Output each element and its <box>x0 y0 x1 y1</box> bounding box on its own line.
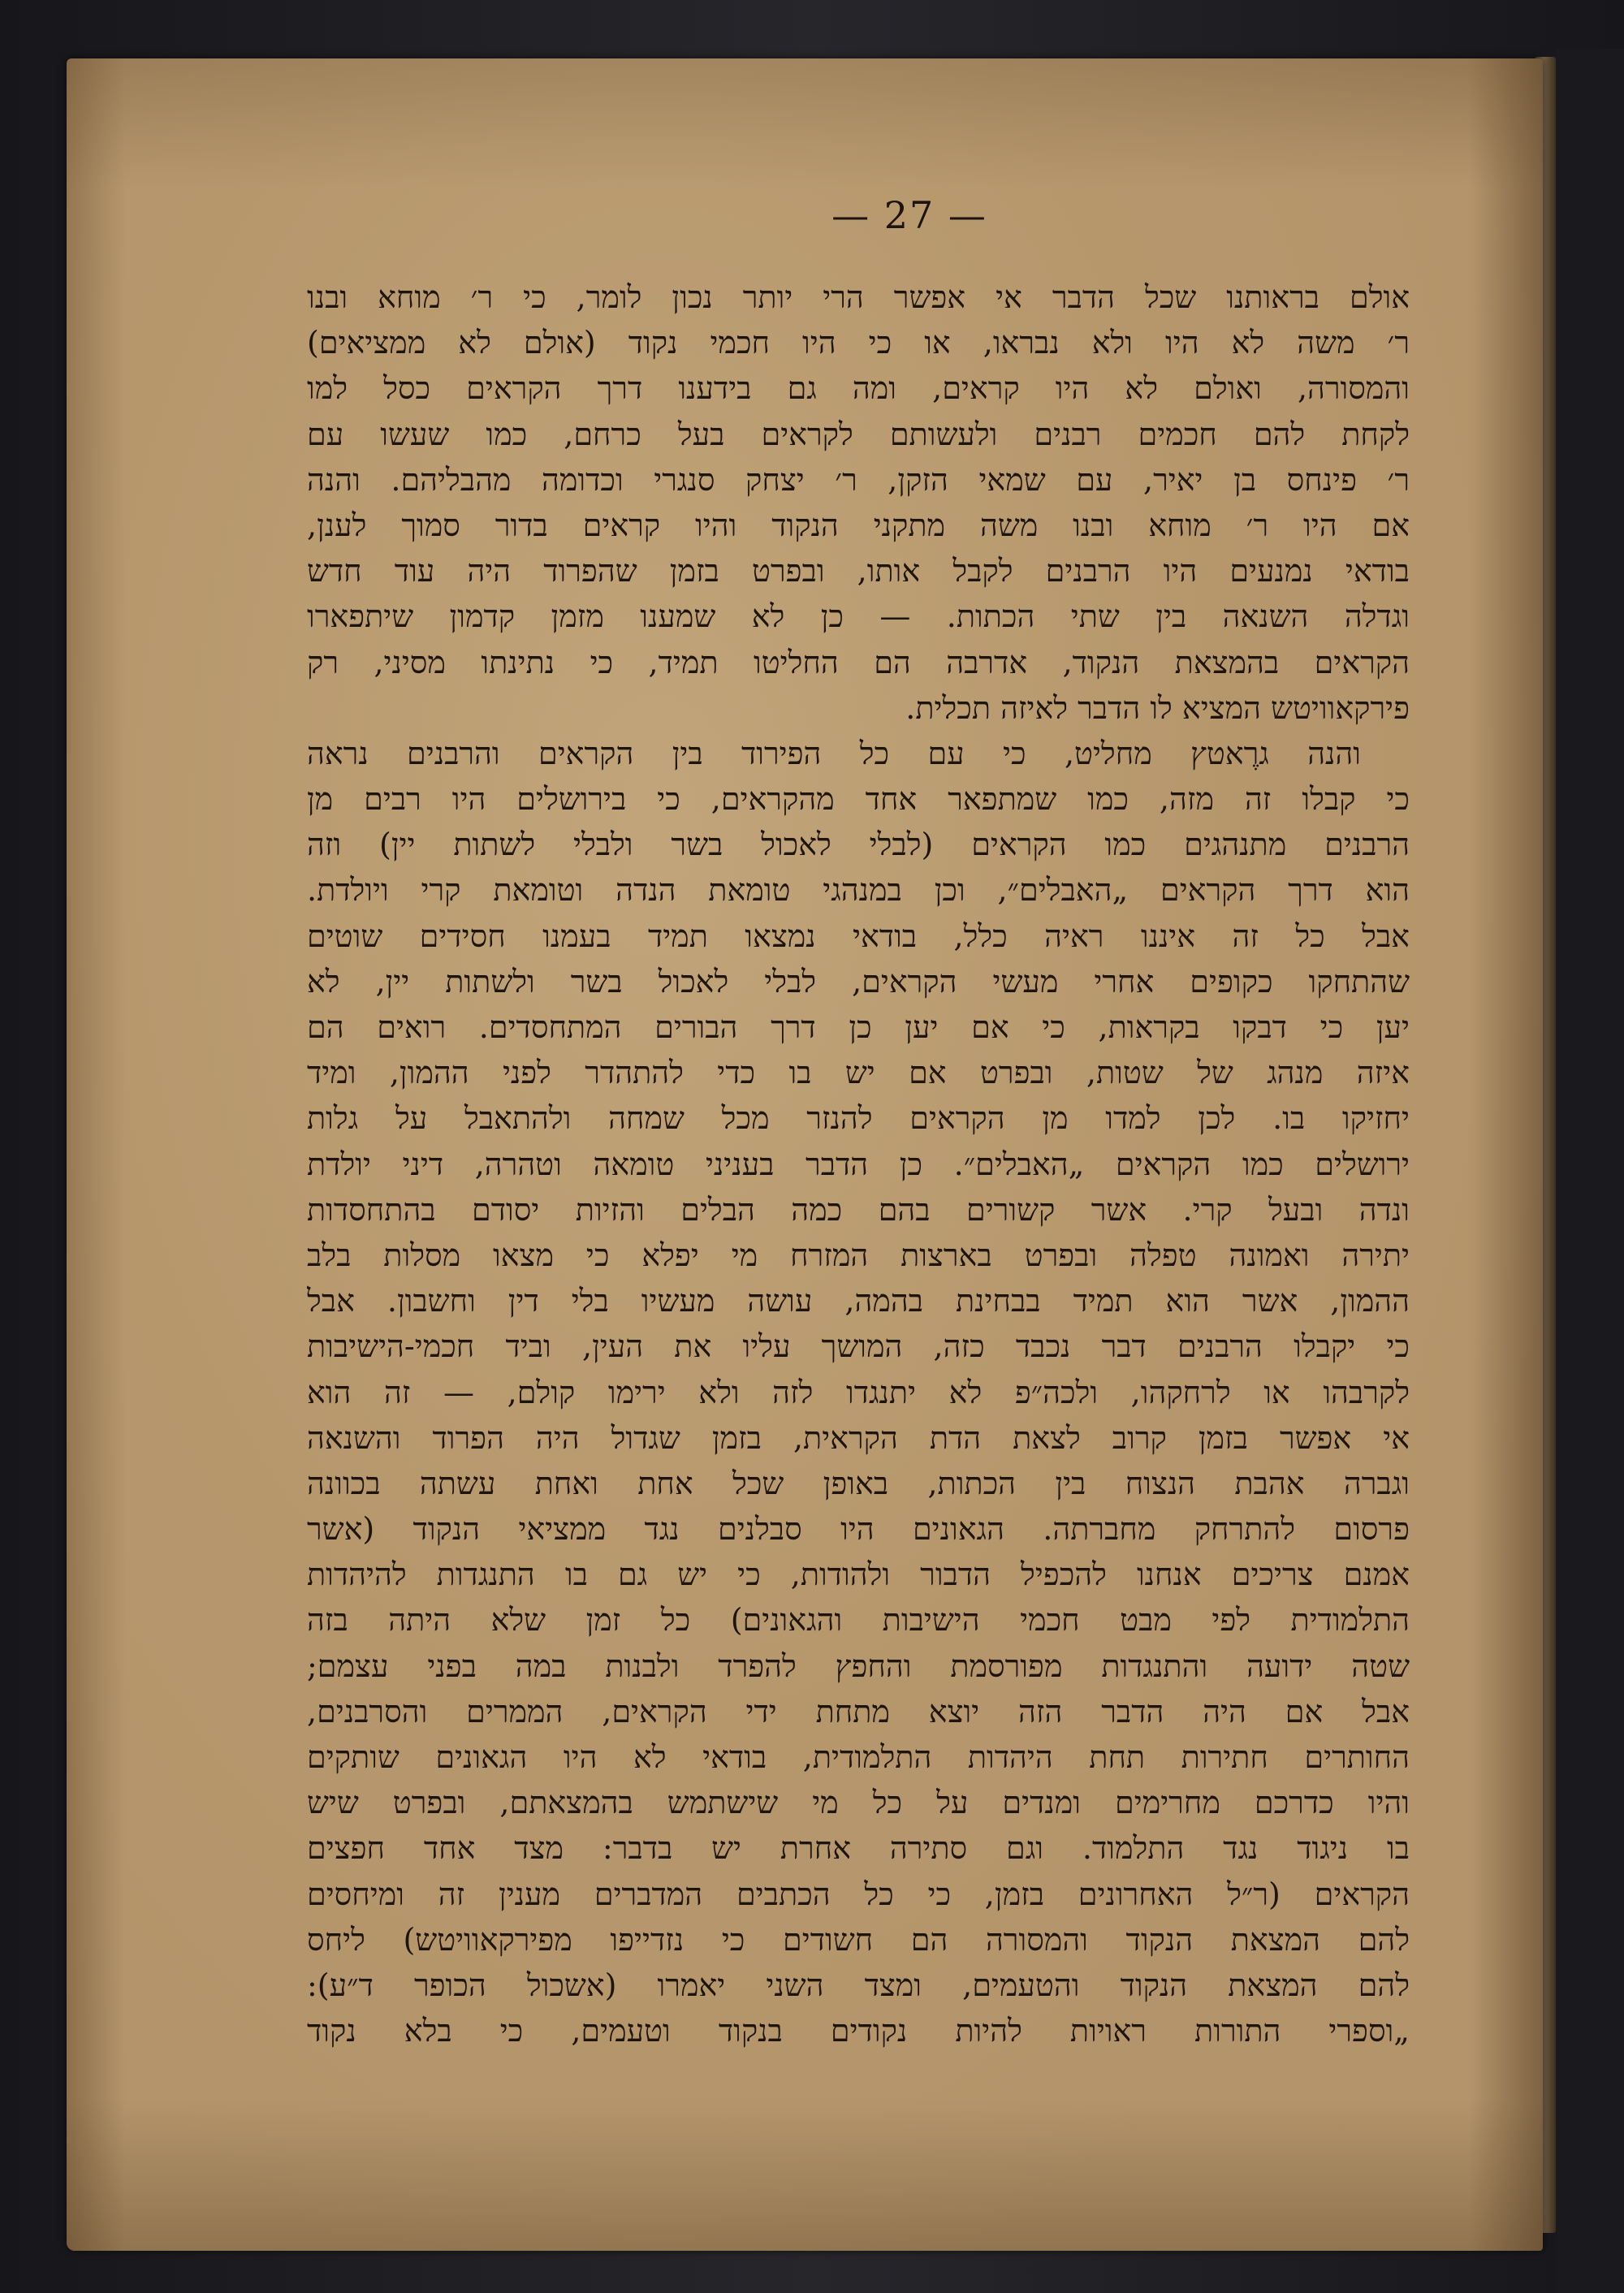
text-line: יען כי דבקו בקראות, כי אם יען כן דרך הבורים המתחסדים. רואים הם <box>307 1009 1410 1045</box>
text-line: איזה מנהג של שטות, ובפרט אם יש בו כדי להתהדר לפני ההמון, ומיד <box>307 1055 1410 1091</box>
text-line: אמנם צריכים אנחנו להכפיל הדבור ולהודות, כי יש גם בו התנגדות להיהדות <box>307 1557 1410 1593</box>
text-line: החותרים חתירות תחת היהדות התלמודית, בודאי לא היו הגאונים שותקים <box>307 1739 1410 1775</box>
text-line: הקראים בהמצאת הנקוד, אדרבה הם החליטו תמיד, כי נתינתו מסיני, רק <box>307 644 1410 680</box>
text-line: אבל כל זה איננו ראיה כלל, בודאי נמצאו תמיד בעמנו חסידים שוטים <box>307 918 1410 954</box>
text-line: ההמון, אשר הוא תמיד בבחינת בהמה, עושה מעשיו בלי דין וחשבון. אבל <box>307 1283 1410 1319</box>
text-line: פרסום להתרחק מחברתה. הגאונים היו סבלנים נגד ממציאי הנקוד (אשר <box>307 1511 1410 1548</box>
text-line: והמסורה, ואולם לא היו קראים, ומה גם בידענו דרך הקראים כסל למו <box>307 370 1410 407</box>
text-line: יתירה ואמונה טפלה ובפרט בארצות המזרח מי יפלא כי מצאו מסלות בלב <box>307 1237 1410 1273</box>
text-line: ר׳ פינחס בן יאיר, עם שמאי הזקן, ר׳ יצחק סנגרי וכדומה מהבליהם. והנה <box>307 461 1410 498</box>
text-line: ירושלים כמו הקראים „האבלים״. כן הדבר בעניני טומאה וטהרה, דיני יולדת <box>307 1146 1410 1182</box>
text-line: והיו כדרכם מחרימים ומנדים על כל מי שישתמש בהמצאתם, ובפרט שיש <box>307 1785 1410 1821</box>
text-line: אם היו ר׳ מוחא ובנו משה מתקני הנקוד והיו קראים בדור סמוך לענן, <box>307 507 1410 543</box>
text-line: ונדה ובעל קרי. אשר קשורים בהם כמה הבלים והזיות יסודם בהתחסדות <box>307 1191 1410 1228</box>
body-text <box>307 274 1410 2053</box>
text-line: לקרבהו או לרחקהו, ולכה״פ לא יתנגדו לזה ולא ירימו קולם, — זה הוא <box>307 1374 1410 1410</box>
text-line: כי יקבלו הרבנים דבר נכבד כזה, המושך עליו את העין, וביד חכמי-הישיבות <box>307 1328 1410 1365</box>
scan-right-shadow <box>1556 49 1624 2293</box>
page-number: — 27 — <box>831 193 987 237</box>
paragraph-2 <box>307 731 1410 2053</box>
paragraph-1 <box>307 274 1410 731</box>
text-line: יחזיקו בו. לכן למדו מן הקראים להנזר מכל שמחה ולהתאבל על גלות <box>307 1100 1410 1137</box>
text-line: הוא דרך הקראים „האבלים״, וכן במנהגי טומאת הנדה וטומאת קרי ויולדת. <box>307 872 1410 909</box>
text-line: שהתחקו כקופים אחרי מעשי הקראים, לבלי לאכול בשר ולשתות יין, לא <box>307 963 1410 1000</box>
text-line: הרבנים מתנהגים כמו הקראים (לבלי לאכול בשר ולבלי לשתות יין) וזה <box>307 827 1410 863</box>
text-line: אולם בראותנו שכל הדבר אי אפשר הרי יותר נכון לומר, כי ר׳ מוחא ובנו <box>307 279 1410 315</box>
text-line: אבל אם היה הדבר הזה יוצא מתחת ידי הקראים, הממרים והסרבנים, <box>307 1693 1410 1729</box>
text-line: להם המצאת הנקוד והטעמים, ומצד השני יאמרו (אשכול הכופר ד״ע): <box>307 1967 1410 2003</box>
text-line: פירקאוויטש המציא לו הדבר לאיזה תכלית. <box>905 689 1410 726</box>
text-line: לקחת להם חכמים רבנים ולעשותם לקראים בעל כרחם, כמו שעשו עם <box>307 416 1410 452</box>
text-line: „וספרי התורות ראויות להיות נקודים בנקוד וטעמים, כי בלא נקוד <box>307 2013 1410 2049</box>
text-line: אי אפשר בזמן קרוב לצאת הדת הקראית, בזמן שגדול היה הפרוד והשנאה <box>307 1419 1410 1456</box>
text-line: כי קבלו זה מזה, כמו שמתפאר אחד מהקראים, כי בירושלים היו רבים מן <box>307 781 1410 818</box>
text-line: שטה ידועה והתנגדות מפורסמת והחפץ להפרד ולבנות במה בפני עצמם; <box>307 1647 1410 1684</box>
text-line: הקראים (ר״ל האחרונים בזמן, כי כל הכתבים המדברים מענין זה ומיחסים <box>307 1876 1410 1912</box>
text-line: וגברה אהבת הנצוח בין הכתות, באופן שכל אחת ואחת עשתה בכוונה <box>307 1465 1410 1501</box>
text-line: בודאי נמנעים היו הרבנים לקבל אותו, ובפרט בזמן שהפרוד היה עוד חדש <box>307 553 1410 589</box>
text-line: להם המצאת הנקוד והמסורה הם חשודים כי נזדייפו מפירקאוויטש) ליחס <box>307 1921 1410 1958</box>
text-line: ר׳ משה לא היו ולא נבראו, או כי היו חכמי נקוד (אולם לא ממציאים) <box>307 325 1410 361</box>
text-line: בו ניגוד נגד התלמוד. וגם סתירה אחרת יש בדבר: מצד אחד חפצים <box>307 1830 1410 1867</box>
text-line: התלמודית לפי מבט חכמי הישיבות והגאונים) כל זמן שלא היתה בזה <box>307 1602 1410 1639</box>
text-line: וגדלה השנאה בין שתי הכתות. — כן לא שמענו מזמן קדמון שיתפארו <box>307 598 1410 635</box>
text-line: והנה גרֶאטץ מחליט, כי עם כל הפירוד בין הקראים והרבנים נראה <box>307 735 1361 771</box>
